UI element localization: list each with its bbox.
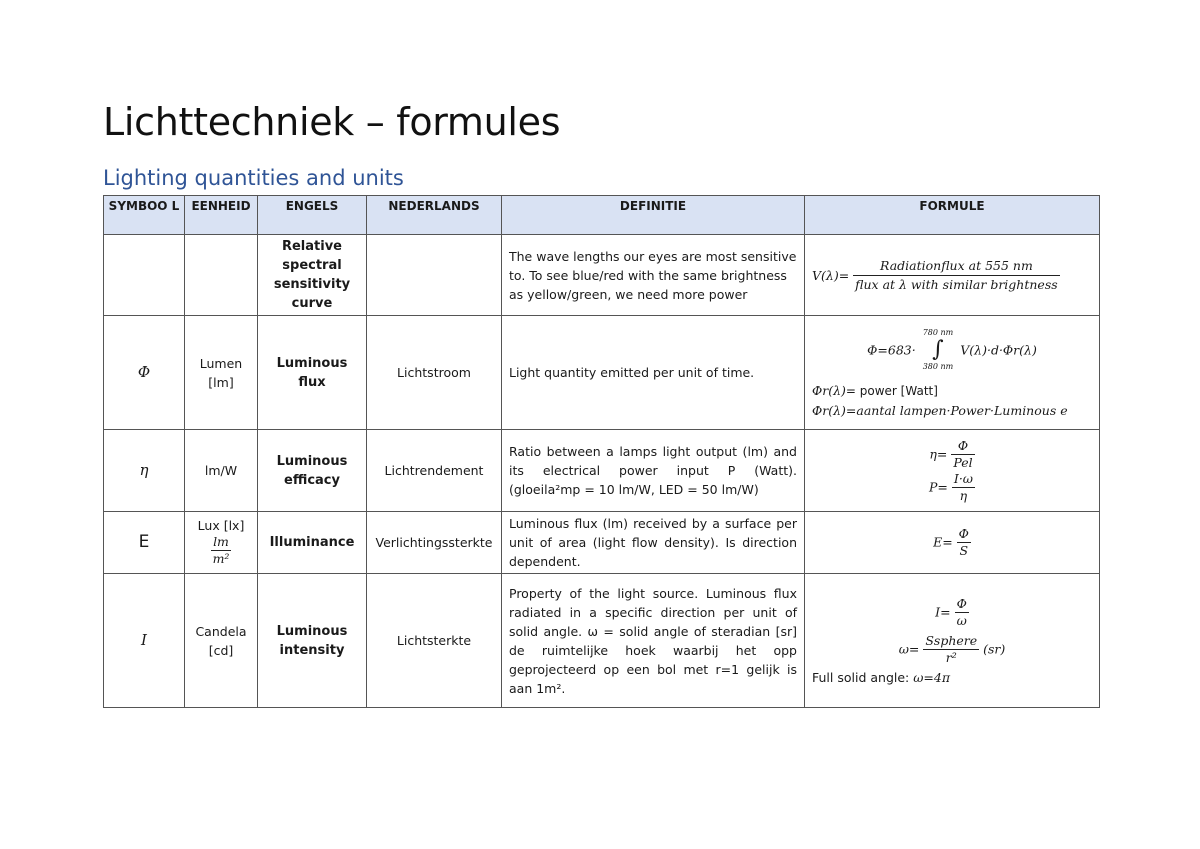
fraction-numerator: Φ — [956, 595, 967, 611]
formula-cell — [805, 235, 1100, 316]
unit-label: Lux [lx] — [197, 518, 245, 533]
table-row — [104, 574, 1100, 708]
english-cell: Luminous intensity — [258, 574, 367, 708]
fraction-numerator: Radiationflux at 555 nm — [853, 257, 1060, 276]
formula-lhs: I= — [935, 604, 951, 619]
illuminance-formula — [812, 526, 1092, 559]
solid-angle-formula — [812, 633, 1092, 666]
unit-cell — [185, 235, 258, 316]
definition-cell: Property of the light source. Luminous flux radiated in a specific direction per unit of solid angle. ω = solid angle of steradian [sr] de ruimtelijke hoek waarbij het opp geprojecteerd op een bol met r=1 gelijk is aan 1m². — [502, 574, 805, 708]
intensity-formula — [812, 596, 1092, 629]
integral-symbol: ∫ — [932, 337, 944, 362]
table-row — [104, 512, 1100, 574]
symbol-cell: E — [104, 512, 185, 574]
formula-fraction — [952, 471, 975, 504]
formula-lhs: η= — [929, 446, 948, 461]
fraction-numerator: I·ω — [953, 470, 973, 486]
formula-lhs: E= — [933, 534, 953, 550]
table-header-row — [104, 196, 1100, 235]
fraction-denominator: m² — [212, 551, 230, 566]
header-definitie: DEFINITIE — [502, 196, 805, 235]
english-cell: Relative spectral sensitivity curve — [258, 235, 367, 316]
table-row — [104, 316, 1100, 430]
note-symbol: Φr(λ) — [812, 383, 846, 398]
fraction-denominator: ω — [956, 612, 967, 628]
definition-cell: Ratio between a lamps light output (lm) and its electrical power input P (Watt). (gloeila²mp = 10 lm/W, LED = 50 lm/W) — [502, 430, 805, 512]
unit-cell: Lumen [lm] — [185, 316, 258, 430]
formula-fraction — [957, 526, 971, 559]
unit-cell: lm/W — [185, 430, 258, 512]
unit-fraction — [211, 534, 232, 567]
symbol-cell: η — [104, 430, 185, 512]
formula-table — [103, 195, 1100, 708]
symbol-cell: I — [104, 574, 185, 708]
formula-cell — [805, 512, 1100, 574]
formula-lhs: P= — [929, 479, 948, 494]
formula-fraction — [853, 257, 1060, 294]
fraction-denominator: η — [959, 487, 968, 503]
efficacy-formula — [812, 438, 1092, 471]
formula-cell — [805, 316, 1100, 430]
dutch-cell: Verlichtingssterkte — [367, 512, 502, 574]
definition-cell: The wave lengths our eyes are most sensitive to. To see blue/red with the same brightness as yellow/green, we need more power — [502, 235, 805, 316]
section-heading: Lighting quantities and units — [103, 166, 404, 190]
header-eenheid: EENHEID — [185, 196, 258, 235]
definition-cell: Luminous flux (lm) received by a surface per unit of area (light flow density). Is direction dependent. — [502, 512, 805, 574]
formula-fraction — [951, 438, 974, 471]
page-title: Lichttechniek – formules — [103, 100, 561, 144]
formula-lhs: Φ=683· — [867, 342, 916, 358]
dutch-cell — [367, 235, 502, 316]
english-cell: Luminous flux — [258, 316, 367, 430]
fraction-denominator: r² — [945, 649, 957, 665]
sensitivity-formula — [812, 257, 1092, 294]
note-symbol: Φr(λ) — [812, 403, 846, 418]
formula-fraction — [923, 633, 979, 666]
integral-lower-limit: 380 nm — [922, 362, 954, 371]
formula-lhs: ω= — [898, 641, 920, 656]
header-formule: FORMULE — [805, 196, 1100, 235]
fraction-denominator: Pel — [953, 454, 973, 470]
header-nederlands: NEDERLANDS — [367, 196, 502, 235]
integral-sign — [923, 327, 954, 373]
unit-cell: Candela [cd] — [185, 574, 258, 708]
fraction-numerator: lm — [211, 534, 232, 551]
formula-cell — [805, 574, 1100, 708]
fraction-numerator: Φ — [951, 438, 974, 455]
power-note — [812, 381, 1092, 401]
fraction-denominator: flux at λ with similar brightness — [855, 277, 1058, 292]
formula-lhs: V(λ)= — [812, 268, 850, 283]
definition-cell: Light quantity emitted per unit of time. — [502, 316, 805, 430]
lamp-power-note — [812, 401, 1092, 420]
full-solid-angle-note — [812, 668, 1092, 687]
dutch-cell: Lichtstroom — [367, 316, 502, 430]
symbol-cell — [104, 235, 185, 316]
english-cell: Luminous efficacy — [258, 430, 367, 512]
note-formula: ω=4π — [913, 669, 951, 685]
integral-upper-limit: 780 nm — [922, 328, 954, 337]
note-text: = power [Watt] — [845, 384, 938, 398]
english-cell: Illuminance — [258, 512, 367, 574]
table-row — [104, 430, 1100, 512]
power-formula — [812, 471, 1092, 504]
table-row — [104, 235, 1100, 316]
header-symbool: SYMBOO L — [104, 196, 185, 235]
symbol-cell: Φ — [104, 316, 185, 430]
dutch-cell: Lichtrendement — [367, 430, 502, 512]
note-text: Full solid angle: — [812, 669, 914, 685]
formula-cell — [805, 430, 1100, 512]
fraction-numerator: Ssphere — [925, 632, 978, 648]
note-formula: =aantal lampen·Power·Luminous e — [845, 403, 1068, 418]
header-engels: ENGELS — [258, 196, 367, 235]
formula-fraction — [955, 596, 969, 629]
integrand: V(λ)·d·Φr(λ) — [960, 342, 1037, 358]
dutch-cell: Lichtsterkte — [367, 574, 502, 708]
fraction-denominator: S — [959, 543, 969, 558]
flux-integral-formula — [812, 327, 1092, 373]
unit-cell — [185, 512, 258, 574]
formula-unit: (sr) — [983, 641, 1006, 656]
fraction-numerator: Φ — [958, 526, 969, 541]
